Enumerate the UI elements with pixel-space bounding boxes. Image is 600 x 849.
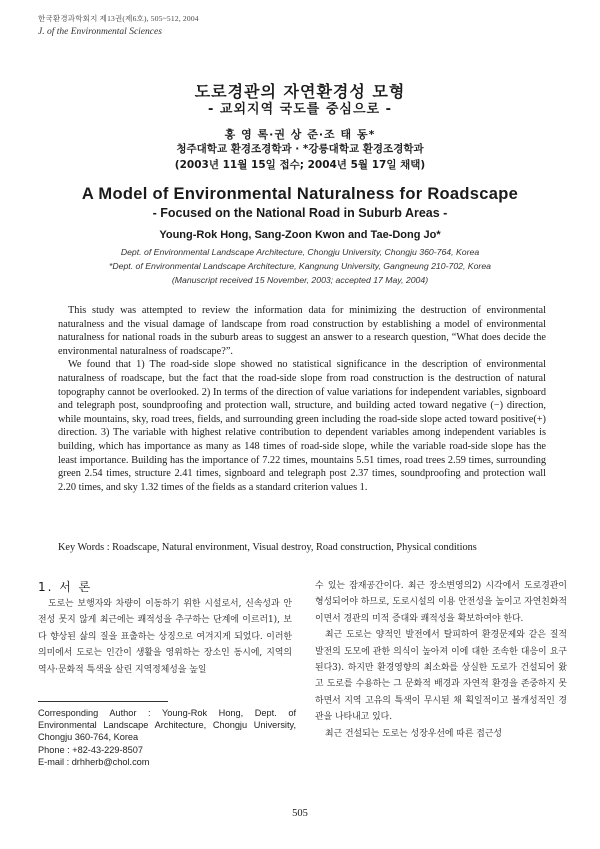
keywords: Key Words : Roadscape, Natural environment, Visual destroy, Road construction, Physical conditions bbox=[58, 542, 477, 553]
korean-affiliations: 청주대학교 환경조경학과 · *강릉대학교 환경조경학과 bbox=[176, 143, 424, 155]
english-affiliation-2: *Dept. of Environmental Landscape Architecture, Kangnung University, Gangneung 210-702, Korea bbox=[108, 261, 491, 271]
abstract-paragraph-2: We found that 1) The road-side slope showed no statistical significance in the description of environmental naturalness of roadscape, but the fact that the road-side slope from road construction is the destruction of natural topography cannot be overlooked. 2) In terms of the direction of value variations for independent variables, signboard and telegraph post, soundproofing and protection wall, structure, and building acted toward negative (−) direction, while mountains, sky, road trees, fields, and surrounding green including the road-side slope acted toward positive(+) direction. 3) The variable with highest relative contribution to dependent variables among independent variables is building, which has importance as many as 148 times of road-side slope, while the variable road-side slope has the least importance. Building has the importance of 7.22 times, mountains 5.51 times, road trees 2.59 times, surrounding green 2.54 times, structure 2.41 times, signboard and telegraph post 2.37 times, soundproofing and protection wall 2.20 times, and sky 1.32 times of the fields as a standard criterion values 1. bbox=[58, 359, 546, 493]
english-title: A Model of Environmental Naturalness for Roadscape bbox=[81, 185, 519, 203]
english-subtitle: - Focused on the National Road in Suburb Areas - bbox=[152, 206, 448, 220]
english-authors: Young-Rok Hong, Sang-Zoon Kwon and Tae-Dong Jo* bbox=[159, 229, 441, 241]
english-affiliation-1: Dept. of Environmental Landscape Architecture, Chongju University, Chongju 360-764, Korea bbox=[120, 247, 480, 257]
korean-title: 도로경관의 자연환경성 모형 bbox=[194, 82, 406, 101]
journal-header-korean: 한국환경과학회지 제13권(제6호), 505~512, 2004 bbox=[38, 14, 199, 23]
english-received-date: (Manuscript received 15 November, 2003; accepted 17 May, 2004) bbox=[171, 275, 429, 285]
abstract-paragraph-1: This study was attempted to review the information data for minimizing the destruction of environmental naturalness and the visual damage of landscape from road construction by establishing a model of environmental naturalness for national roads in the suburb areas to suggest an answer to a research question, “What does decide the environmental naturalness of roadscape?”. bbox=[58, 305, 546, 357]
correspondence-phone: Phone : +82-43-229-8507 bbox=[38, 744, 143, 755]
correspondence-email: E-mail : drhherb@chol.com bbox=[38, 756, 150, 767]
korean-subtitle: - 교외지역 국도를 중심으로 - bbox=[207, 102, 393, 117]
section-heading-introduction: 1. 서 론 bbox=[38, 580, 93, 594]
correspondence bbox=[38, 707, 296, 768]
footnote-divider bbox=[38, 701, 168, 702]
intro-right-paragraph-3: 최근 건설되는 도로는 성장우선에 따른 접근성 bbox=[325, 728, 502, 739]
correspondence-author: Corresponding Author : Young-Rok Hong, Dept. of Environmental Landscape Architecture, Chongju University, Chongju 360-764, Korea bbox=[38, 708, 296, 743]
intro-right-paragraph-1: 수 있는 잠재공간이다. 최근 장소변영의2) 시각에서 도로경관이 형성되어야 하므로, 도로시설의 이용 안전성을 높이고 자연친화적이면서 경관의 미적 증대와 쾌적성을 확보하여야 한다. bbox=[315, 581, 567, 624]
intro-right-paragraph-2: 최근 도로는 양적인 발전에서 탈피하여 환경문제와 같은 질적 발전의 도모에 관한 의식이 높아져 이에 대한 조속한 대응이 요구된다3). 하지만 환경영향의 최소화를 상실한 도로가 건설되어 왔고 도로를 수용하는 그 문화적 배경과 자연적 환경을 존중하지 못하면서 지역 고유의 특색이 무시된 채 획일적이고 볼개성적인 경관을 나타내고 있다. bbox=[315, 630, 567, 723]
intro-left-column: 도로는 보행자와 차량이 이동하기 위한 시설로서, 신속성과 안전성 못지 않게 최근에는 쾌적성을 추구하는 단계에 이르러1), 보다 향상된 삶의 질을 표출하는 상징으로 여겨지게 되었다. 이러한 의미에서 도로는 인간이 생활을 영위하는 장소인 동시에, 지역의 역사·문화적 특색을 살린 지역정체성을 높일 bbox=[38, 599, 292, 675]
journal-header-english: J. of the Environmental Sciences bbox=[38, 27, 162, 37]
abstract bbox=[58, 304, 546, 494]
korean-received-date: (2003년 11월 15일 접수; 2004년 5월 17일 채택) bbox=[174, 159, 426, 171]
korean-authors: 홍 영 록·권 상 준·조 태 동* bbox=[224, 128, 376, 141]
intro-right-column bbox=[315, 578, 567, 742]
page-number: 505 bbox=[292, 808, 308, 819]
